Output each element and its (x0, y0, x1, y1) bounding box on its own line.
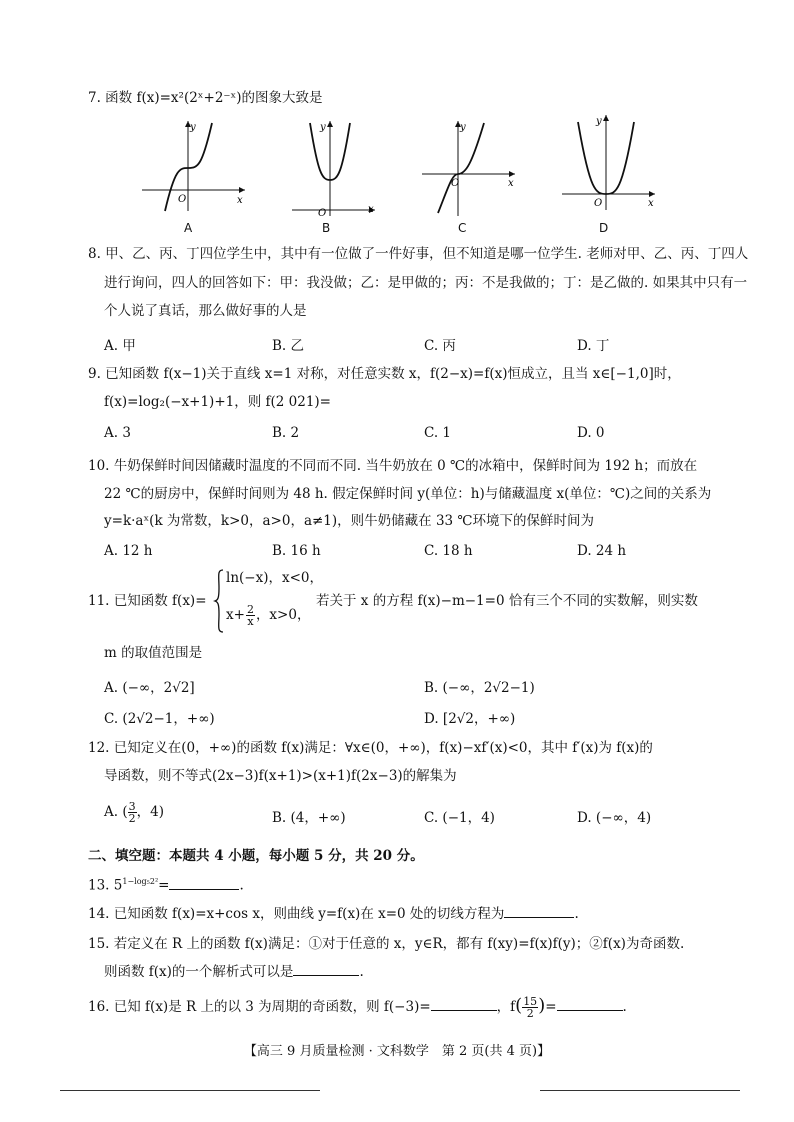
q11-suffix: 若关于 x 的方程 f(x)−m−1=0 恰有三个不同的实数解，则实数 (316, 593, 698, 609)
q11-option-d: D. [2√2，+∞) (424, 711, 516, 727)
q12-option-d: D. (−∞，4) (577, 810, 652, 826)
q13: 13. $5^{1-log_52^2}=$ . (88, 872, 244, 896)
q15-blank[interactable] (293, 961, 359, 976)
svg-text:x: x (648, 198, 654, 209)
q7-text: 7. 函数 f(x)=x²(2ˣ+2⁻ˣ)的图象大致是 (88, 90, 323, 106)
q14-blank[interactable] (504, 903, 574, 918)
graph-a-label: A (184, 221, 193, 235)
q13-blank[interactable] (169, 875, 239, 890)
q11-option-c: C. (2√2−1，+∞) (104, 711, 215, 727)
graph-d-label: D (599, 221, 609, 235)
q9-line-2: f(x)=log₂(−x+1)+1，则 f(2 021)= (104, 394, 331, 410)
svg-text:O: O (451, 178, 460, 189)
q9-option-c: C. 1 (424, 425, 452, 441)
q10-option-b: B. 16 h (272, 543, 321, 559)
q12-line-1: 12. 已知定义在(0，+∞)的函数 f(x)满足：∀x∈(0，+∞)，f(x)−xf′(x)<0，其中 f′(x)为 f(x)的 (88, 740, 653, 756)
q10-line-1: 10. 牛奶保鲜时间因储藏时温度的不同而不同. 当牛奶放在 0 ℃的冰箱中，保鲜时间为 192 h；而放在 (88, 458, 698, 474)
svg-text:O: O (178, 194, 187, 205)
q8-line-1: 8. 甲、乙、丙、丁四位学生中，其中有一位做了一件好事，但不知道是哪一位学生. 老师对甲、乙、丙、丁四人 (88, 246, 749, 262)
q10-line-2: 22 ℃的厨房中，保鲜时间则为 48 h. 假定保鲜时间 y(单位：h)与储藏温度 x(单位：℃)之间的关系为 (104, 486, 712, 502)
svg-text:y: y (596, 116, 602, 127)
q13-exponent: 1−log₅2² (122, 877, 159, 886)
q16-blank-2[interactable] (557, 996, 623, 1011)
q11-line-2: m 的取值范围是 (104, 645, 203, 661)
q12-option-c: C. (−1，4) (424, 810, 495, 826)
q9-line-1: 9. 已知函数 f(x−1)关于直线 x=1 对称，对任意实数 x，f(2−x)=f(x)恒成立，且当 x∈[−1,0]时， (88, 366, 681, 382)
q10-option-d: D. 24 h (577, 543, 627, 559)
q15-line-2: 则函数 f(x)的一个解析式可以是 . (104, 961, 364, 982)
q11-frac-num: 2 (246, 603, 254, 616)
q16: 16. 已知 f(x)是 R 上的以 3 为周期的奇函数，则 f(−3)= ，f( $\frac{15}{2}$ )= . (88, 995, 627, 1020)
graph-b-label: B (322, 221, 331, 235)
q12-option-b: B. (4，+∞) (272, 810, 346, 826)
bottom-rule-left (60, 1090, 320, 1091)
q11-brace (213, 568, 225, 634)
q11-prefix: 11. 已知函数 f(x)= (88, 593, 207, 609)
graph-c (420, 118, 520, 218)
graph-a (140, 118, 250, 213)
graph-c-label: C (458, 221, 467, 235)
q8-option-b: B. 乙 (272, 338, 305, 354)
q10-option-a: A. 12 h (104, 543, 153, 559)
q9-option-b: B. 2 (272, 425, 300, 441)
graph-b (290, 118, 380, 218)
q15-line-1: 15. 若定义在 R 上的函数 f(x)满足：①对于任意的 x，y∈R，都有 f(xy)=f(x)f(y)；②f(x)为奇函数. (88, 936, 685, 952)
svg-text:O: O (594, 198, 603, 209)
q8-line-2: 进行询问，四人的回答如下：甲：我没做；乙：是甲做的；丙：不是我做的；丁：是乙做的. 如果其中只有一 (104, 275, 748, 291)
q8-option-a: A. 甲 (104, 338, 136, 354)
q12-option-a: A. ( $\frac{3}{2}$ ，4) (104, 800, 164, 825)
q10-line-3: y=k·aˣ(k 为常数，k>0，a>0，a≠1)，则牛奶储藏在 33 ℃环境下的保鲜时间为 (104, 513, 595, 529)
q10-option-c: C. 18 h (424, 543, 473, 559)
q8-line-3: 个人说了真话，那么做好事的人是 (104, 303, 307, 319)
svg-text:x: x (508, 178, 514, 189)
q9-option-d: D. 0 (577, 425, 605, 441)
svg-text:y: y (190, 122, 196, 133)
svg-text:y: y (320, 122, 326, 133)
graph-d (560, 112, 660, 212)
bottom-rule-right (540, 1090, 740, 1091)
page-footer: 【高三 9 月质量检测 · 文科数学 第 2 页(共 4 页)】 (243, 1044, 551, 1059)
q8-option-c: C. 丙 (424, 338, 456, 354)
q9-option-a: A. 3 (104, 425, 131, 441)
svg-text:y: y (460, 122, 466, 133)
q14: 14. 已知函数 f(x)=x+cos x，则曲线 y=f(x)在 x=0 处的切线方程为 . (88, 903, 579, 924)
q11-option-a: A. (−∞，2√2] (104, 680, 195, 696)
q8-option-d: D. 丁 (577, 338, 610, 354)
q11-case-2: x+ $\frac{2}{x}$ ，x>0， (226, 603, 311, 628)
q11-option-b: B. (−∞，2√2−1) (424, 680, 535, 696)
q11-case-1: ln(−x)，x<0， (226, 570, 323, 586)
section-2-heading: 二、填空题：本题共 4 小题，每小题 5 分，共 20 分。 (88, 848, 424, 864)
q12-line-2: 导函数，则不等式(2x−3)f(x+1)>(x+1)f(2x−3)的解集为 (104, 768, 457, 784)
svg-text:x: x (368, 204, 374, 215)
svg-text:x: x (237, 195, 243, 206)
svg-text:O: O (318, 208, 327, 218)
q16-blank-1[interactable] (431, 996, 497, 1011)
q11-frac-den: x (247, 615, 254, 628)
